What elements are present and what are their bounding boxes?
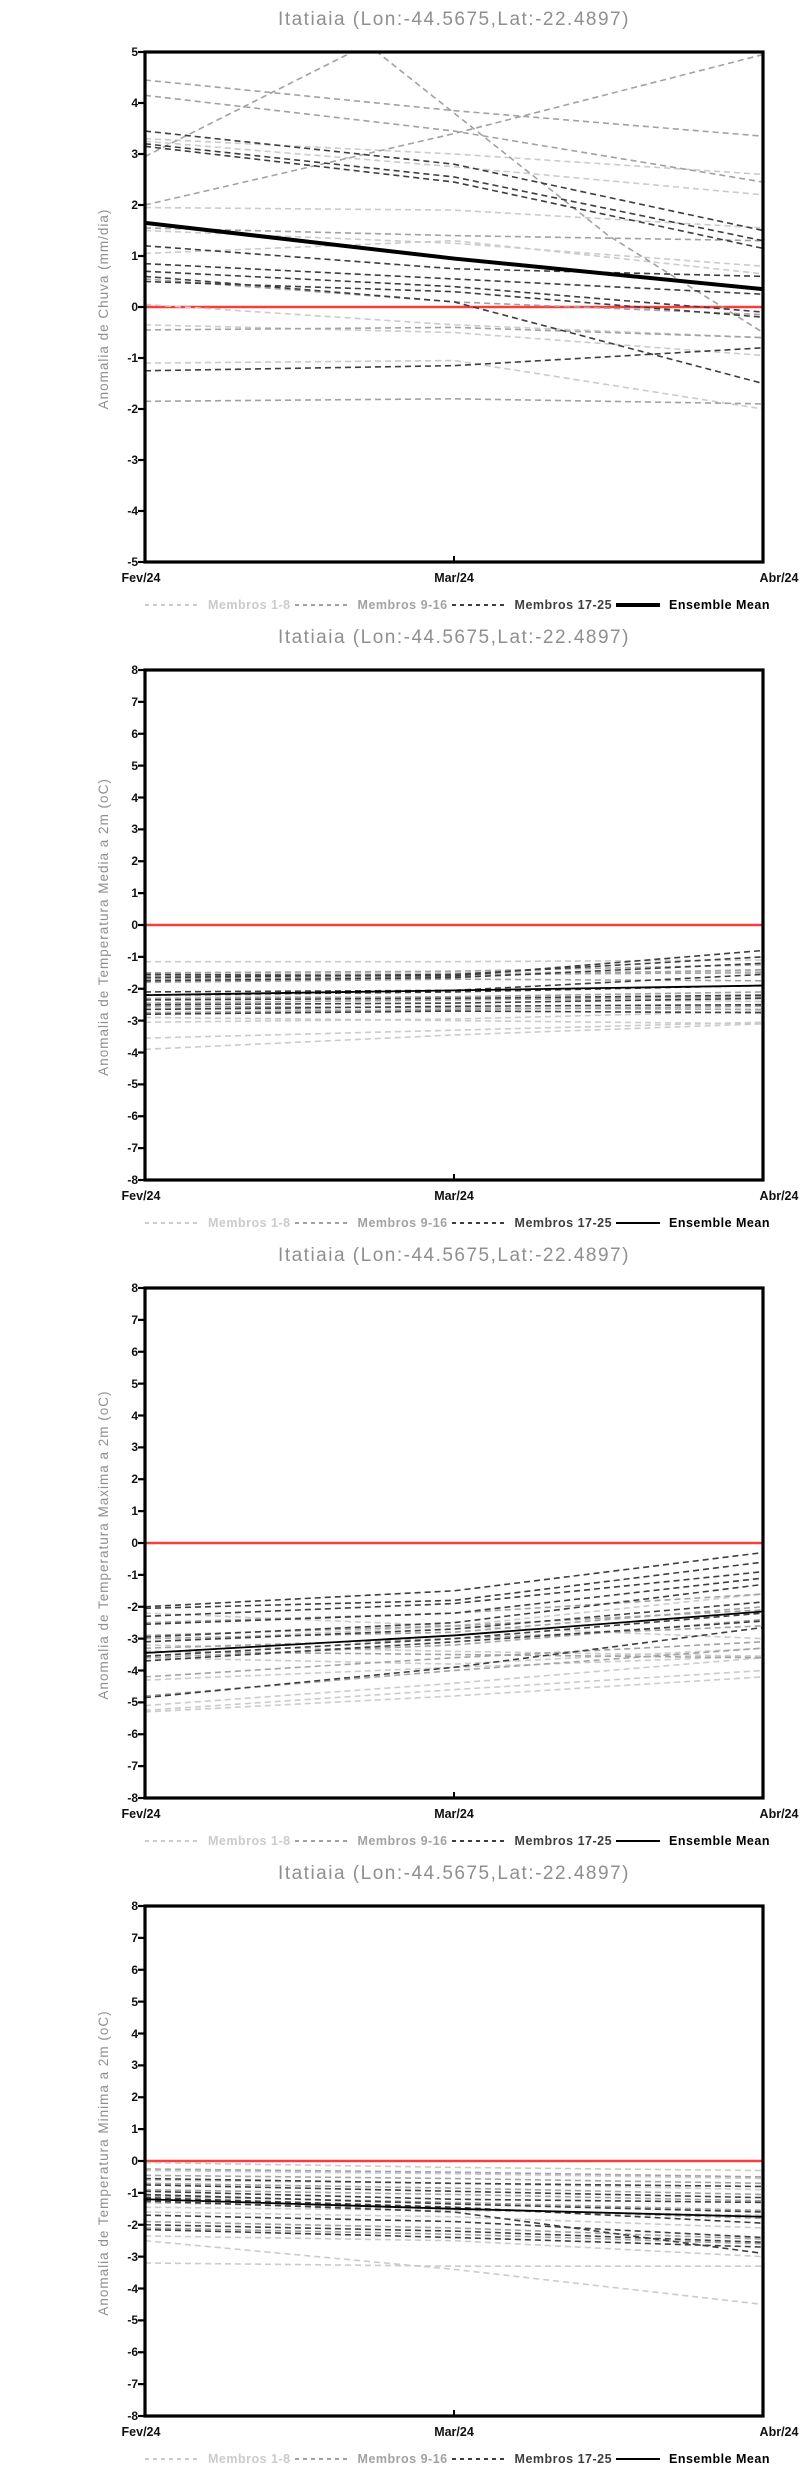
y-tick-label: 6 — [131, 1962, 138, 1977]
x-tick-label: Abr/24 — [759, 1189, 799, 1203]
member-line-membros_9_16 — [145, 1607, 763, 1639]
legend-line-sample — [616, 1840, 660, 1842]
legend-item-membros_17_25 — [452, 1834, 613, 1848]
legend-item-membros_17_25 — [452, 598, 613, 612]
legend-label: Membros 17-25 — [514, 1216, 613, 1230]
member-line-membros_17_25 — [145, 144, 763, 241]
legend-label: Ensemble Mean — [669, 598, 770, 612]
legend-item-mean — [616, 598, 770, 612]
y-tick-label: 7 — [131, 694, 138, 709]
legend-label: Ensemble Mean — [669, 1834, 770, 1848]
y-tick-label: -1 — [127, 1567, 138, 1582]
legend — [145, 598, 770, 612]
x-tick-label: Mar/24 — [434, 2425, 474, 2439]
y-tick-label: -7 — [127, 1759, 138, 1774]
legend-item-membros_17_25 — [452, 2452, 613, 2466]
y-tick-label: -4 — [127, 1663, 138, 1678]
member-line-membros_1_8 — [145, 304, 763, 337]
legend-item-membros_9_16 — [295, 1834, 448, 1848]
chart-anomalia-temperatura-minima — [0, 1854, 800, 2472]
legend-item-membros_9_16 — [295, 1216, 448, 1230]
member-line-membros_1_8 — [145, 2263, 763, 2266]
member-line-membros_1_8 — [145, 2171, 763, 2179]
legend-line-sample — [295, 604, 349, 606]
y-tick-label: -6 — [127, 1727, 138, 1742]
y-tick-label: 7 — [131, 1312, 138, 1327]
legend-item-membros_17_25 — [452, 1216, 613, 1230]
chart-title: Itatiaia (Lon:-44.5675,Lat:-22.4897) — [278, 627, 630, 648]
y-tick-label: -2 — [127, 2217, 138, 2232]
member-line-membros_1_8 — [145, 231, 763, 267]
member-line-membros_17_25 — [145, 1572, 763, 1617]
legend-line-sample — [452, 1840, 506, 1842]
y-tick-label: -4 — [127, 2281, 138, 2296]
y-tick-label: 1 — [131, 2122, 138, 2137]
y-tick-label: 0 — [131, 2154, 138, 2168]
x-tick-label: Fev/24 — [121, 571, 161, 585]
member-line-membros_9_16 — [145, 399, 763, 404]
member-line-membros_17_25 — [145, 1553, 763, 1607]
legend-item-mean — [616, 1834, 770, 1848]
x-tick-label: Fev/24 — [121, 2425, 161, 2439]
y-tick-label: -5 — [127, 555, 138, 569]
y-tick-label: 4 — [131, 1408, 138, 1423]
y-tick-label: 8 — [131, 663, 138, 677]
legend-label: Ensemble Mean — [669, 1216, 770, 1230]
member-line-membros_1_8 — [145, 1658, 763, 1706]
y-tick-label: 4 — [131, 790, 138, 805]
legend-item-membros_9_16 — [295, 2452, 448, 2466]
y-tick-label: -1 — [127, 949, 138, 964]
legend-line-sample — [145, 2458, 199, 2460]
legend-label: Membros 1-8 — [208, 598, 291, 612]
y-tick-label: -1 — [127, 2185, 138, 2200]
x-tick-label: Fev/24 — [121, 1189, 161, 1203]
member-line-membros_1_8 — [145, 2241, 763, 2305]
legend-line-sample — [452, 2458, 506, 2460]
legend-line-sample — [452, 604, 506, 606]
y-tick-label: -1 — [127, 351, 138, 365]
y-tick-label: -8 — [127, 1791, 138, 1805]
y-tick-label: 1 — [131, 886, 138, 901]
legend-label: Membros 9-16 — [357, 1834, 448, 1848]
y-tick-label: 2 — [131, 198, 138, 212]
y-tick-label: 4 — [131, 96, 138, 110]
legend-item-mean — [616, 2452, 770, 2466]
y-tick-label: 8 — [131, 1281, 138, 1295]
y-tick-label: 3 — [131, 2058, 138, 2073]
y-tick-label: 2 — [131, 854, 138, 869]
ensemble-mean-line — [145, 223, 763, 289]
y-tick-label: -3 — [127, 2249, 138, 2264]
legend-line-sample — [616, 1222, 660, 1224]
y-tick-label: -3 — [127, 453, 138, 467]
legend-item-membros_9_16 — [295, 598, 448, 612]
legend-line-sample — [145, 1222, 199, 1224]
y-tick-label: 0 — [131, 1536, 138, 1550]
legend-label: Membros 1-8 — [208, 2452, 291, 2466]
legend-item-membros_1_8 — [145, 2452, 291, 2466]
legend-line-sample — [295, 1840, 349, 1842]
member-line-membros_17_25 — [145, 131, 763, 230]
x-tick-label: Mar/24 — [434, 1807, 474, 1821]
legend-item-membros_1_8 — [145, 1834, 291, 1848]
legend-label: Membros 9-16 — [357, 598, 448, 612]
chart-anomalia-chuva — [0, 0, 800, 618]
y-tick-label: -6 — [127, 2345, 138, 2360]
y-tick-label: 5 — [131, 45, 138, 59]
y-tick-label: -5 — [127, 1077, 138, 1092]
legend-label: Membros 9-16 — [357, 2452, 448, 2466]
y-tick-label: -4 — [127, 504, 138, 518]
y-tick-label: 0 — [131, 918, 138, 932]
legend-line-sample — [452, 1222, 506, 1224]
y-tick-label: -2 — [127, 981, 138, 996]
y-tick-label: -4 — [127, 1045, 138, 1060]
legend-label: Membros 17-25 — [514, 2452, 613, 2466]
legend-label: Membros 1-8 — [208, 1834, 291, 1848]
legend-line-sample — [616, 2458, 660, 2460]
legend-line-sample — [145, 1840, 199, 1842]
chart-anomalia-temperatura-maxima — [0, 1236, 800, 1854]
y-tick-label: 6 — [131, 726, 138, 741]
legend-label: Membros 17-25 — [514, 598, 613, 612]
legend-label: Membros 17-25 — [514, 1834, 613, 1848]
member-line-membros_9_16 — [145, 80, 763, 136]
x-tick-label: Fev/24 — [121, 1807, 161, 1821]
member-line-membros_1_8 — [145, 141, 763, 195]
y-tick-label: -7 — [127, 1141, 138, 1156]
x-tick-label: Abr/24 — [759, 2425, 799, 2439]
y-tick-label: 3 — [131, 1440, 138, 1455]
legend — [145, 1834, 770, 1848]
y-tick-label: -6 — [127, 1109, 138, 1124]
member-line-membros_1_8 — [145, 1677, 763, 1712]
y-tick-label: 5 — [131, 1994, 138, 2009]
member-line-membros_9_16 — [145, 1610, 763, 1636]
y-tick-label: 6 — [131, 1344, 138, 1359]
chart-title: Itatiaia (Lon:-44.5675,Lat:-22.4897) — [278, 9, 630, 30]
chart-title: Itatiaia (Lon:-44.5675,Lat:-22.4897) — [278, 1863, 630, 1884]
y-tick-label: -5 — [127, 2313, 138, 2328]
x-tick-label: Abr/24 — [759, 1807, 799, 1821]
y-tick-label: -5 — [127, 1695, 138, 1710]
y-tick-label: 4 — [131, 2026, 138, 2041]
y-tick-label: 5 — [131, 758, 138, 773]
chart-title: Itatiaia (Lon:-44.5675,Lat:-22.4897) — [278, 1245, 630, 1266]
y-axis-label: Anomalia de Chuva (mm/dia) — [96, 208, 111, 410]
member-line-membros_9_16 — [145, 95, 763, 182]
y-tick-label: 1 — [131, 249, 138, 263]
y-tick-label: 5 — [131, 1376, 138, 1391]
legend-line-sample — [616, 603, 660, 607]
chart-anomalia-temperatura-media — [0, 618, 800, 1236]
legend — [145, 1216, 770, 1230]
x-tick-label: Mar/24 — [434, 571, 474, 585]
y-tick-label: 3 — [131, 822, 138, 837]
y-tick-label: 7 — [131, 1930, 138, 1945]
y-tick-label: 2 — [131, 2090, 138, 2105]
y-tick-label: 1 — [131, 1504, 138, 1519]
member-line-membros_9_16 — [145, 327, 763, 337]
legend-label: Membros 9-16 — [357, 1216, 448, 1230]
y-tick-label: 2 — [131, 1472, 138, 1487]
member-line-membros_1_8 — [145, 1022, 763, 1038]
legend-item-membros_1_8 — [145, 1216, 291, 1230]
legend-label: Ensemble Mean — [669, 2452, 770, 2466]
y-tick-label: -8 — [127, 2409, 138, 2423]
y-tick-label: 0 — [131, 300, 138, 314]
legend-label: Membros 1-8 — [208, 1216, 291, 1230]
legend-item-membros_1_8 — [145, 598, 291, 612]
y-axis-label: Anomalia de Temperatura Maxima a 2m (oC) — [96, 1390, 111, 1700]
y-tick-label: -2 — [127, 1599, 138, 1614]
x-tick-label: Mar/24 — [434, 1189, 474, 1203]
y-tick-label: -3 — [127, 1631, 138, 1646]
legend-line-sample — [295, 1222, 349, 1224]
y-axis-label: Anomalia de Temperatura Minima a 2m (oC) — [96, 2010, 111, 2316]
legend — [145, 2452, 770, 2466]
y-tick-label: 8 — [131, 1899, 138, 1913]
y-axis-label: Anomalia de Temperatura Media a 2m (oC) — [96, 778, 111, 1076]
y-tick-label: -2 — [127, 402, 138, 416]
x-tick-label: Abr/24 — [759, 571, 799, 585]
legend-line-sample — [295, 2458, 349, 2460]
y-tick-label: -8 — [127, 1173, 138, 1187]
member-line-membros_17_25 — [145, 282, 763, 318]
legend-item-mean — [616, 1216, 770, 1230]
y-tick-label: -3 — [127, 1013, 138, 1028]
y-tick-label: 3 — [131, 147, 138, 161]
y-tick-label: -7 — [127, 2377, 138, 2392]
legend-line-sample — [145, 604, 199, 606]
